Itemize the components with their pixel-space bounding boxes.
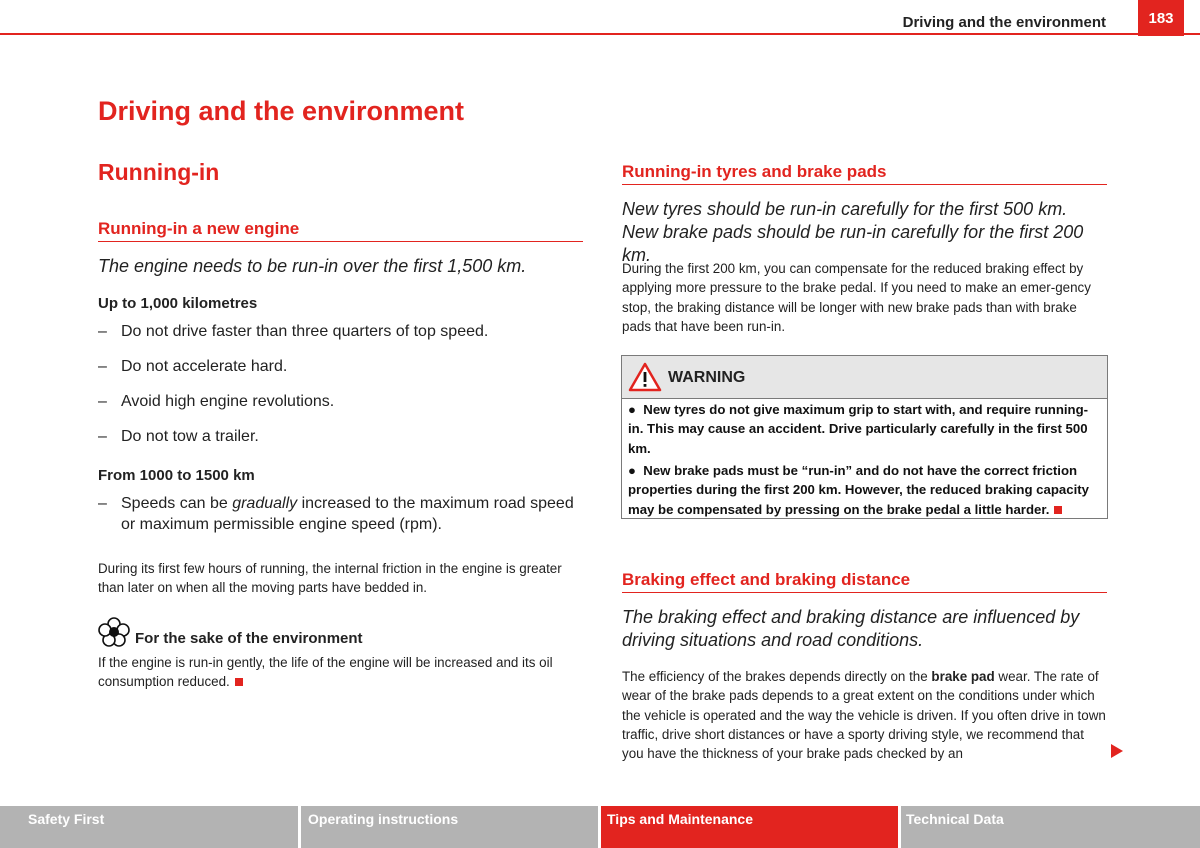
continue-arrow-icon[interactable]	[1110, 743, 1124, 759]
footer-tab-safety-first[interactable]: Safety First	[0, 806, 298, 848]
footer-tab-technical-data[interactable]: Technical Data	[901, 806, 1200, 848]
lead-tyres-brake-pads: New tyres should be run-in carefully for the first 500 km. New brake pads should be run-in carefully for the first 200 km.	[622, 199, 1084, 265]
list-item: – Do not tow a trailer.	[98, 428, 259, 445]
subhead-braking-effect: Braking effect and braking distance	[622, 570, 1107, 593]
flower-environment-icon	[98, 617, 130, 647]
end-square-icon	[1054, 506, 1062, 514]
warning-box	[621, 355, 1108, 519]
warning-item: ● New tyres do not give maximum grip to start with, and require running-in. This may cause an accident. Drive particularly carefully in the first 500 km.	[628, 402, 1089, 456]
environment-title: For the sake of the environment	[135, 630, 363, 647]
lead-running-in-engine: The engine needs to be run-in over the first 1,500 km.	[98, 256, 527, 276]
list-item: – Do not accelerate hard.	[98, 358, 288, 375]
page-number: 183	[1138, 0, 1184, 36]
list-item: – Do not drive faster than three quarters of top speed.	[98, 323, 489, 340]
list-item: – Avoid high engine revolutions.	[98, 393, 335, 410]
chapter-title: Driving and the environment	[98, 96, 465, 126]
paragraph-brake-efficiency: The efficiency of the brakes depends directly on the brake pad wear. The rate of wear of the brake pads depends to a great extent on the conditions under which the vehicle is operated and the way the vehicle is driven. If you often drive in town traffic, drive short distances or have a sporty driving style, we recommend that you have the thickness of your brake pads checked by an	[622, 669, 1106, 762]
end-square-icon	[235, 678, 243, 686]
warning-triangle-icon	[628, 362, 662, 392]
footer-tab-operating-instructions[interactable]: Operating instructions	[301, 806, 598, 848]
section-title: Running-in	[98, 159, 220, 185]
list-item: – Speeds can be gradually increased to the maximum road speed or maximum permissible engine speed (rpm).	[98, 495, 574, 533]
footer-tab-tips-maintenance[interactable]: Tips and Maintenance	[601, 806, 898, 848]
group-title-1000-1500km: From 1000 to 1500 km	[98, 467, 255, 484]
group-title-1000km: Up to 1,000 kilometres	[98, 295, 258, 312]
warning-header	[622, 356, 1107, 399]
warning-item: ● New brake pads must be “run-in” and do not have the correct friction properties during the first 200 km. However, the reduced braking capacity may be compensated by pressing on the brake pedal a little harder.	[628, 463, 1089, 517]
paragraph-first-200km: During the first 200 km, you can compensate for the reduced braking effect by applying more pressure to the brake pedal. If you need to make an emer-gency stop, the braking distance will be longer with new brake pads than with brake pads that have been run-in.	[622, 261, 1091, 334]
environment-note: If the engine is run-in gently, the life of the engine will be increased and its oil consumption reduced.	[98, 655, 553, 690]
header-rule	[0, 33, 1200, 35]
subhead-running-in-engine: Running-in a new engine	[98, 219, 583, 242]
paragraph-internal-friction: During its first few hours of running, the internal friction in the engine is greater than later on when all the moving parts have bedded in.	[98, 561, 562, 596]
subhead-tyres-brake-pads: Running-in tyres and brake pads	[622, 162, 1107, 185]
running-header: Driving and the environment	[902, 14, 1106, 31]
warning-label: WARNING	[668, 369, 746, 386]
lead-braking-effect: The braking effect and braking distance are influenced by driving situations and road conditions.	[622, 607, 1080, 650]
